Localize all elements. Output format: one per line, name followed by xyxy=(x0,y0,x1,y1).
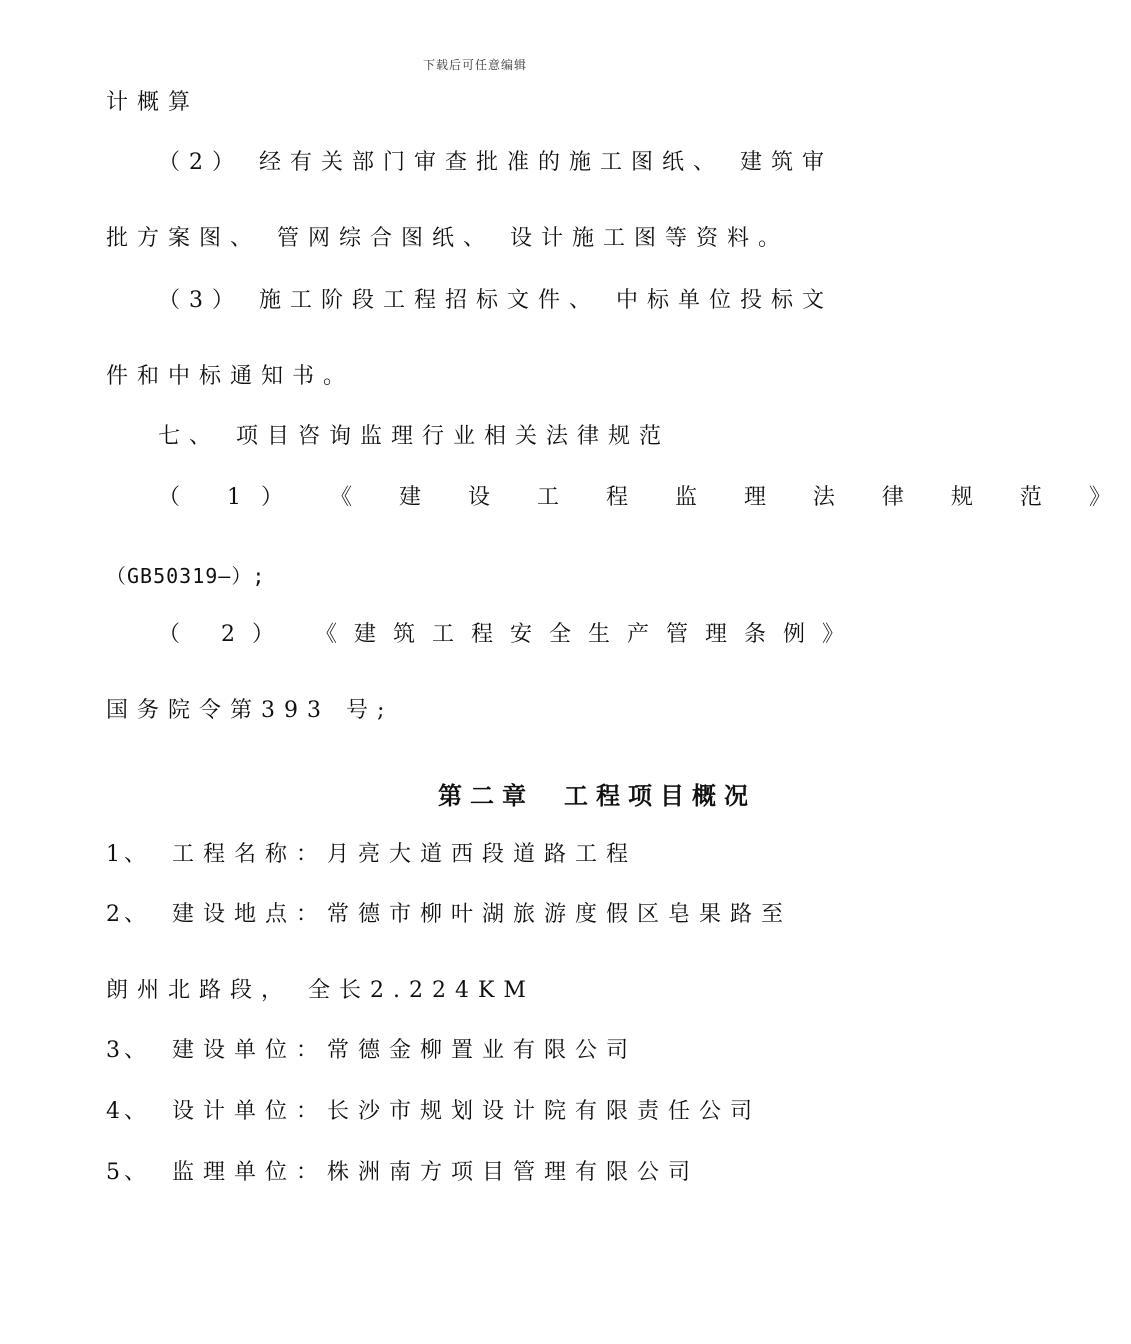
page-header: 下载后可任意编辑 xyxy=(422,58,527,72)
paragraph-line: 件和中标通知书。 xyxy=(106,364,355,389)
list-item-text: 建设地点：常德市柳叶湖旅游度假区皂果路至 xyxy=(172,902,793,927)
paragraph-line: 批方案图、 管网综合图纸、 设计施工图等资料。 xyxy=(106,226,789,251)
list-item xyxy=(106,1097,761,1127)
list-item-number: 1、 xyxy=(106,842,150,867)
list-item xyxy=(106,976,535,1006)
list-item-number: 3、 xyxy=(106,1038,150,1063)
list-item xyxy=(106,1158,699,1188)
list-item xyxy=(106,1036,637,1066)
paragraph-line: 计概算 xyxy=(106,90,200,115)
section-heading: 七、 项目咨询监理行业相关法律规范 xyxy=(158,424,670,449)
list-item-number: 2、 xyxy=(106,902,150,927)
list-item-text: 设计单位：长沙市规划设计院有限责任公司 xyxy=(172,1099,762,1124)
list-item-text: 朗州北路段， 全长2.224KM xyxy=(106,978,535,1003)
chapter-number: 第二章 xyxy=(438,782,534,810)
paragraph-line: 国务院令第393 号; xyxy=(106,698,394,723)
list-item xyxy=(106,900,792,930)
paragraph-line: （ 2） 《建筑工程安全生产管理条例》 xyxy=(158,622,861,647)
list-item xyxy=(106,840,637,870)
list-item-text: 工程名称：月亮大道西段道路工程 xyxy=(172,842,638,867)
paragraph-line: （GB50319—）; xyxy=(106,564,266,588)
paragraph-line: （ 1） 《 建 设 工 程 监 理 法 律 规 范 》 xyxy=(158,485,1131,510)
list-item-number: 4、 xyxy=(106,1099,150,1124)
chapter-name: 工程项目概况 xyxy=(564,782,756,810)
chapter-title xyxy=(438,776,756,811)
list-item-text: 监理单位：株洲南方项目管理有限公司 xyxy=(172,1160,700,1185)
paragraph-line: （2） 经有关部门审查批准的施工图纸、 建筑审 xyxy=(158,150,833,175)
list-item-number: 5、 xyxy=(106,1160,150,1185)
paragraph-line: （3） 施工阶段工程招标文件、 中标单位投标文 xyxy=(158,288,833,313)
list-item-text: 建设单位：常德金柳置业有限公司 xyxy=(172,1038,638,1063)
